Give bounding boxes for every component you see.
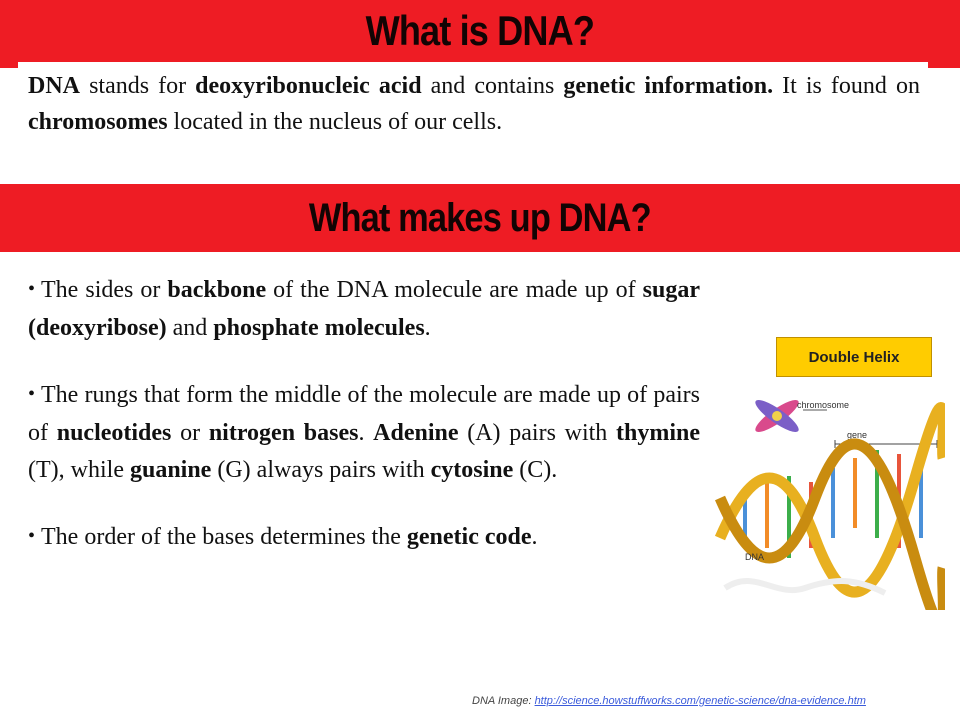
text-run: of the DNA molecule are made up of [266,277,643,303]
bold-term: nitrogen bases [208,420,359,446]
section-title: What makes up DNA? [309,195,651,240]
gene-label: gene [847,430,868,440]
text-run: . [358,420,374,446]
bullet-item [28,377,700,489]
bold-term: nucleotides [56,420,172,446]
dna-label: DNA [745,552,765,562]
definition-text [28,68,920,140]
text-run: and contains [421,73,564,99]
dna-helix-image [715,388,945,610]
bullet-dot-icon: • [28,525,36,547]
bold-term: deoxyribonucleic acid [195,73,422,99]
text-run: and [166,315,214,341]
text-run: The sides or [41,277,168,303]
text-run: The rungs that form the middle of the molecule are made up of pairs of [28,382,700,446]
text-run: or [171,420,209,446]
text-run: (G) always pairs with [211,457,431,483]
bold-term: DNA [28,73,80,99]
bold-term: backbone [167,277,267,303]
bullet-dot-icon: • [28,383,36,405]
bullet-item [28,519,700,557]
text-run: . [531,524,538,550]
bullet-dot-icon: • [28,278,36,300]
bold-term: thymine [616,420,701,446]
text-run: (C). [513,457,558,483]
page-title: What is DNA? [365,7,595,54]
bold-term: genetic code [406,524,532,550]
credit-link[interactable]: http://science.howstuffworks.com/genetic-science/dna-evidence.htm [534,695,866,707]
double-helix-label: Double Helix [776,337,932,377]
text-run: (T), while [28,457,130,483]
chromosome-icon [752,395,803,436]
bold-term: chromosomes [28,109,168,135]
title-banner [0,0,960,68]
bold-term: guanine [129,457,212,483]
bold-term: genetic information. [563,73,774,99]
text-run: located in the nucleus of our cells. [167,109,503,135]
subtitle-banner [0,184,960,252]
image-credit [472,695,866,707]
text-run: . [424,315,431,341]
text-run: The order of the bases determines the [41,524,407,550]
text-run: It is found on [773,73,920,99]
chromosome-label: chromosome [797,400,850,410]
bullet-item [28,272,700,347]
dna-helix-illustration [715,388,945,610]
bold-term: phosphate molecules [213,315,425,341]
bold-term: sugar (deoxyribose) [28,277,700,341]
bold-term: cytosine [430,457,514,483]
credit-prefix: DNA Image: [472,695,535,707]
bullet-list [28,272,700,557]
text-run: (A) pairs with [458,420,617,446]
text-run: stands for [80,73,196,99]
bold-term: Adenine [373,420,459,446]
